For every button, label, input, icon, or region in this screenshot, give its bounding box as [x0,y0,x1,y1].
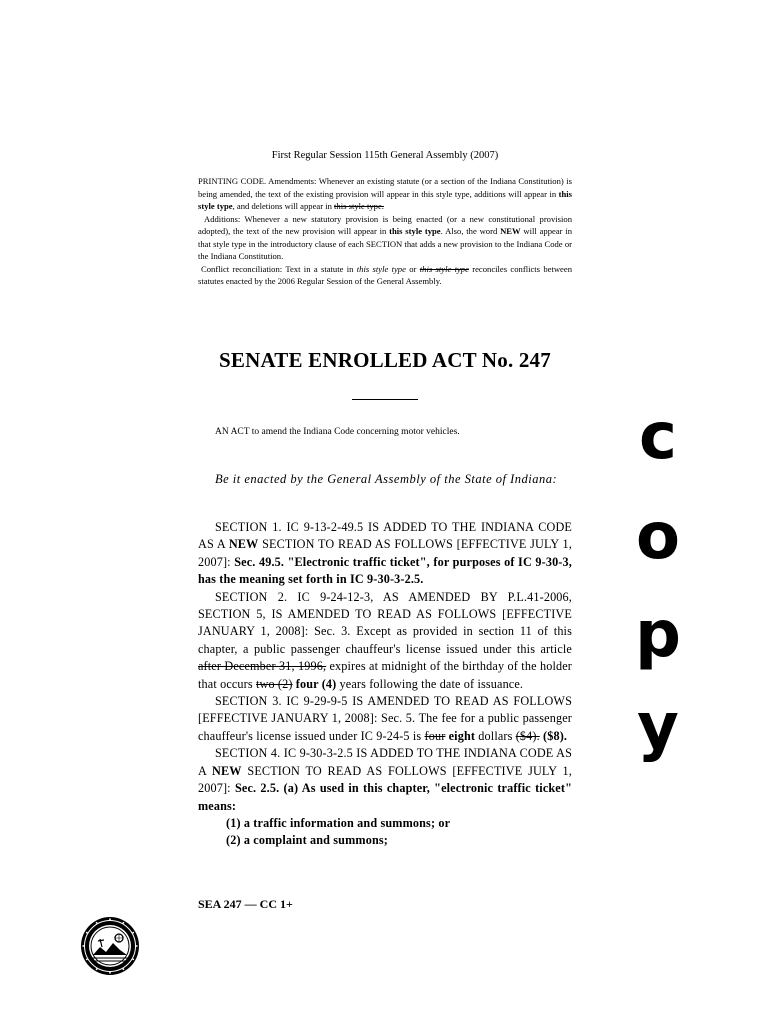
watermark-letter: p [635,598,681,672]
section-1: SECTION 1. IC 9-13-2-49.5 IS ADDED TO THE INDIANA CODE AS A NEW SECTION TO READ AS FOLLOWS [EFFECTIVE JULY 1, 2007]: Sec. 49.5. "Electronic traffic ticket", for purposes of IC 9-30-3, has the meaning set forth in IC 9-30-3-2.5. [198,520,572,587]
act-description: AN ACT to amend the Indiana Code concerning motor vehicles. [215,427,460,437]
session-header: First Regular Session 115th General Assembly (2007) [271,150,499,161]
watermark-letter: c [639,400,677,474]
list-item: (1) a traffic information and summons; or [226,815,451,830]
section-2: SECTION 2. IC 9-24-12-3, AS AMENDED BY P.L.41-2006, SECTION 5, IS AMENDED TO READ AS FOLLOWS [EFFECTIVE JANUARY 1, 2008]: Sec. 3. Except as provided in section 11 of this chapter, a public passenger chauffeur's license issued under this article after December 31, 1996, expires at midnight of the birthday of the holder that occurs two (2) four (4) years following the date of issuance. [198,589,572,691]
enacting-clause: Be it enacted by the General Assembly of the State of Indiana: [215,472,558,486]
document-footer: SEA 247 — CC 1+ [198,897,293,911]
watermark-letter: y [637,690,679,764]
section-3: SECTION 3. IC 9-29-9-5 IS AMENDED TO READ AS FOLLOWS [EFFECTIVE JANUARY 1, 2008]: Sec. 5. The fee for a public passenger chauffeur's license issued under IC 9-24-5 is four eight dollars ($4). ($8). [198,694,572,743]
section-4: SECTION 4. IC 9-30-3-2.5 IS ADDED TO THE INDIANA CODE AS A NEW SECTION TO READ AS FOLLOWS [EFFECTIVE JULY 1, 2007]: Sec. 2.5. (a) As used in this chapter, "electronic traffic ticket" means: [198,746,572,813]
act-title: SENATE ENROLLED ACT No. 247 [219,348,551,372]
act-body [198,519,572,850]
printing-code-conflict: Conflict reconciliation: Text in a statute in this style type or this style type reconciles conflicts between statutes enacted by the 2006 Regular Session of the General Assembly. [198,263,572,286]
printing-code-amendments: PRINTING CODE. Amendments: Whenever an existing statute (or a section of the Indiana Constitution) is being amended, the text of the existing provision will appear in this style type, additions will appear in this style type, and deletions will appear in this style type. [198,176,572,211]
title-divider [352,399,418,400]
printing-code-additions: Additions: Whenever a new statutory provision is being enacted (or a new constitutional provision adopted), the text of the new provision will appear in this style type. Also, the word NEW will appear in that style type in the introductory clause of each SECTION that adds a new provision to the Indiana Code or the Indiana Constitution. [198,213,572,261]
indiana-state-seal-icon [80,916,140,976]
watermark-letter: o [636,500,680,574]
printing-code-notice [198,175,572,288]
list-item: (2) a complaint and summons; [226,833,388,848]
